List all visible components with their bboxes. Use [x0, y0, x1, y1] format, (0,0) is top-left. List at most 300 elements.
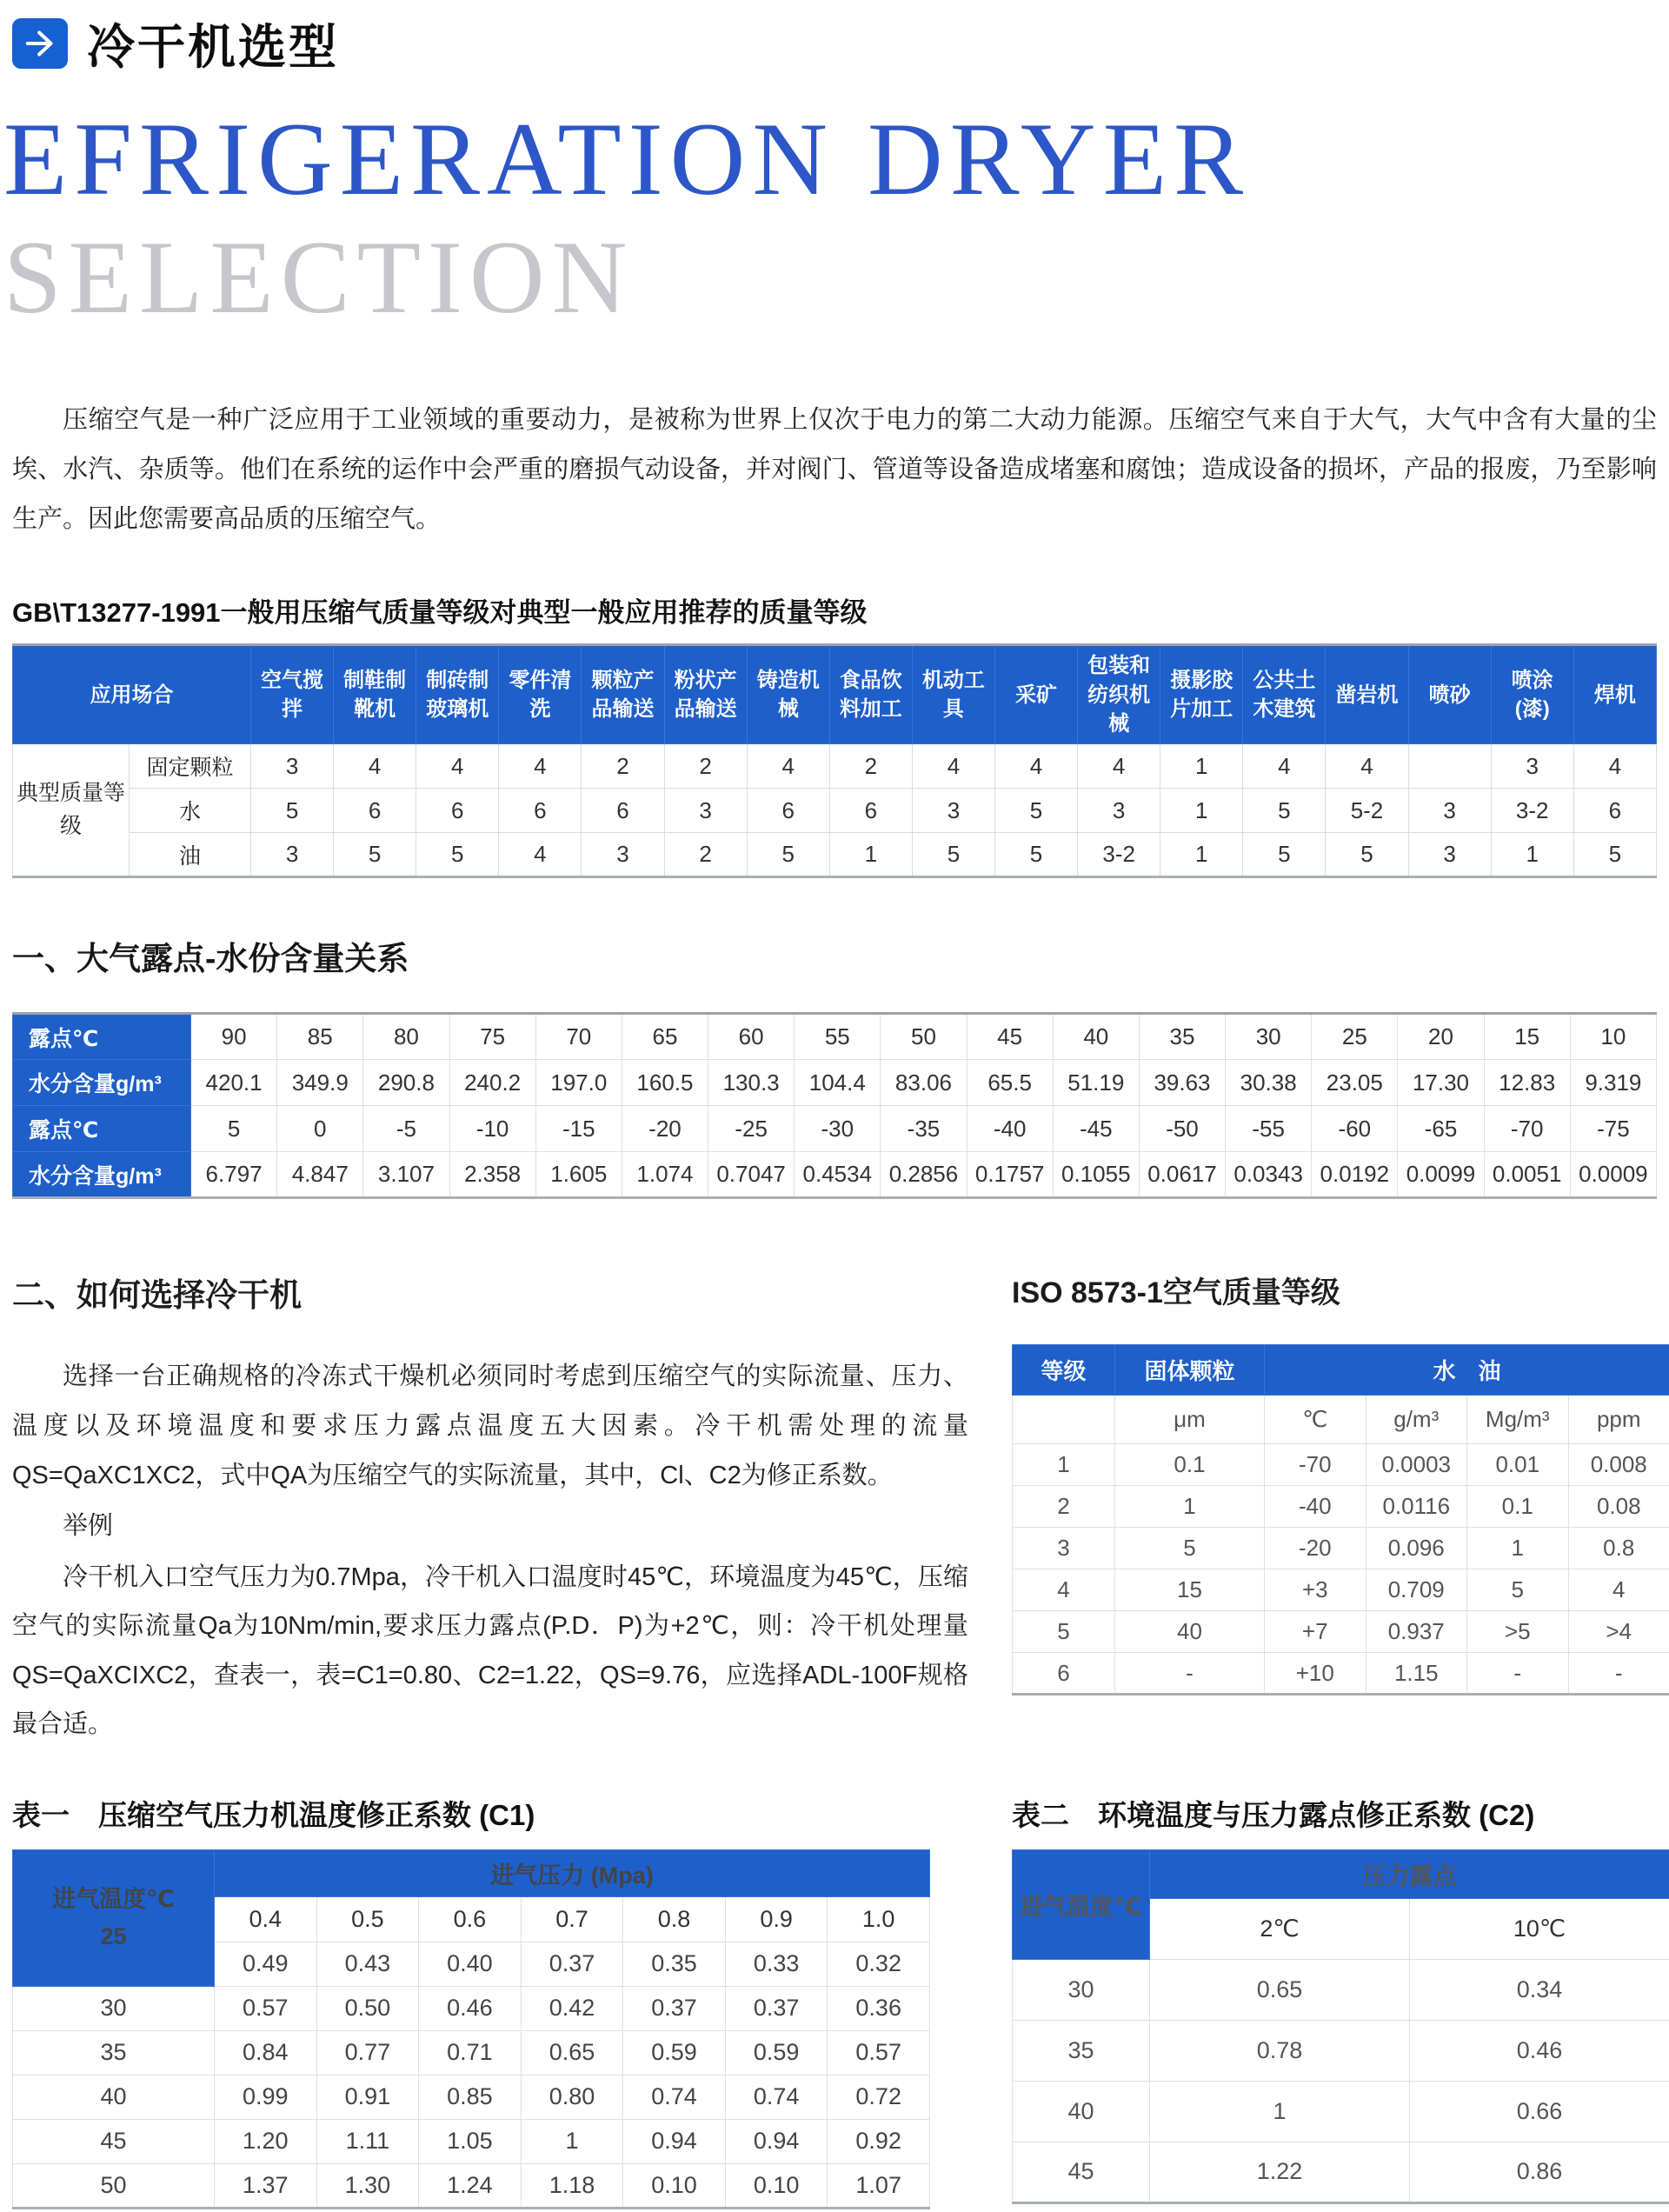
- cell: 160.5: [622, 1060, 708, 1106]
- gb-table-heading: GB\T13277-1991一般用压缩气质量等级对典型一般应用推荐的质量等级: [12, 597, 868, 629]
- cell: 0.77: [316, 2030, 419, 2075]
- cell: 1.18: [521, 2163, 623, 2208]
- cell: 1.15: [1366, 1653, 1467, 1695]
- cell: 0.36: [828, 1986, 930, 2030]
- cell: 4.847: [277, 1152, 363, 1198]
- cell: 0.50: [316, 1986, 419, 2030]
- iso-column: [1012, 1269, 1669, 1696]
- cell: 65: [622, 1014, 708, 1060]
- cell: >5: [1467, 1611, 1569, 1653]
- cell: 0.1: [1467, 1486, 1569, 1528]
- page-title-en: EFRIGERATION DRYER: [3, 101, 1251, 217]
- cell: 0.74: [623, 2075, 726, 2119]
- column-header: 水 油: [1265, 1345, 1669, 1396]
- cell: 0.42: [521, 1986, 623, 2030]
- cell: 1.24: [419, 2163, 522, 2208]
- cell: 2.358: [449, 1152, 535, 1198]
- cell: -15: [535, 1106, 622, 1152]
- cell: 0.4534: [795, 1152, 881, 1198]
- cell: 0.37: [521, 1942, 623, 1986]
- cell: 1: [1013, 1444, 1115, 1486]
- table-row: [13, 2030, 930, 2075]
- cell: 55: [795, 1014, 881, 1060]
- cell: 5: [416, 833, 499, 877]
- row-label: 30: [1013, 1959, 1150, 2020]
- cell: 0.46: [419, 1986, 522, 2030]
- cell: 3-2: [1491, 789, 1573, 833]
- cell: 0.0003: [1366, 1444, 1467, 1486]
- cell: 凿岩机: [1326, 645, 1408, 744]
- cell: 5: [1243, 789, 1326, 833]
- cell: 51.19: [1053, 1060, 1139, 1106]
- cell: [1408, 744, 1491, 789]
- cell: 2: [582, 744, 664, 789]
- cell: 15: [1484, 1014, 1570, 1060]
- c2-correction-table: [1012, 1849, 1669, 2204]
- cell: 0.1: [1115, 1444, 1265, 1486]
- cell: 420.1: [191, 1060, 277, 1106]
- cell: 颗粒产品输送: [582, 645, 664, 744]
- cell: 公共土木建筑: [1243, 645, 1326, 744]
- cell: 1: [1160, 789, 1243, 833]
- cell: 70: [535, 1014, 622, 1060]
- cell: -20: [622, 1106, 708, 1152]
- cell: ℃: [1265, 1396, 1366, 1444]
- cell: 制砖制玻璃机: [416, 645, 499, 744]
- c2-column: [1012, 1793, 1669, 2204]
- cell: 0.6: [419, 1896, 522, 1942]
- cell: 0.32: [828, 1942, 930, 1986]
- cell: 12.83: [1484, 1060, 1570, 1106]
- cell: 0.0617: [1139, 1152, 1225, 1198]
- cell: 3: [1491, 744, 1573, 789]
- cell: 铸造机械: [747, 645, 829, 744]
- cell: ppm: [1568, 1396, 1669, 1444]
- cell: +3: [1265, 1569, 1366, 1611]
- cell: -: [1467, 1653, 1569, 1695]
- cell: g/m³: [1366, 1396, 1467, 1444]
- row-label: 水分含量g/m³: [13, 1152, 191, 1198]
- cell: 5: [1243, 833, 1326, 877]
- cell: 4: [747, 744, 829, 789]
- row-label: 40: [1013, 2081, 1150, 2142]
- cell: 0.08: [1568, 1486, 1669, 1528]
- cell: 10: [1570, 1014, 1656, 1060]
- cell: 3: [1013, 1528, 1115, 1569]
- cell: 45: [967, 1014, 1053, 1060]
- cell: 1.0: [828, 1896, 930, 1942]
- cell: 5: [251, 789, 334, 833]
- row-label: 45: [1013, 2142, 1150, 2202]
- column-header: 固体颗粒: [1115, 1345, 1265, 1396]
- cell: 240.2: [449, 1060, 535, 1106]
- row-label: 固定颗粒: [130, 744, 251, 789]
- cell: 130.3: [708, 1060, 795, 1106]
- table-row: [1013, 1611, 1669, 1653]
- cell: 0.37: [725, 1986, 828, 2030]
- cell: 0.0116: [1366, 1486, 1467, 1528]
- cell: 3: [664, 789, 747, 833]
- cell: 6: [334, 789, 416, 833]
- cell: 90: [191, 1014, 277, 1060]
- span-header: 进气压力 (Mpa): [215, 1849, 930, 1896]
- row-label: 油: [130, 833, 251, 877]
- cell: -60: [1312, 1106, 1398, 1152]
- cell: 197.0: [535, 1060, 622, 1106]
- cell: 0.01: [1467, 1444, 1569, 1486]
- cell: -40: [1265, 1486, 1366, 1528]
- cell: 0.0343: [1226, 1152, 1312, 1198]
- section2-heading: 二、如何选择冷干机: [12, 1277, 302, 1314]
- iso-table-heading: ISO 8573-1空气质量等级: [1012, 1276, 1340, 1310]
- table-row: [1013, 1486, 1669, 1528]
- cell: 0.74: [725, 2075, 828, 2119]
- cell: 0.84: [215, 2030, 317, 2075]
- cell: +10: [1265, 1653, 1366, 1695]
- cell: 0.096: [1366, 1528, 1467, 1569]
- cell: >4: [1568, 1611, 1669, 1653]
- cell: 0.9: [725, 1896, 828, 1942]
- cell: 1.074: [622, 1152, 708, 1198]
- cell: 83.06: [881, 1060, 967, 1106]
- cell: 1.11: [316, 2119, 419, 2163]
- document-header: [12, 0, 1657, 77]
- table-header-row: [13, 1849, 930, 1896]
- cell: 1: [829, 833, 912, 877]
- arrow-right-icon: [12, 18, 68, 69]
- cell: 0.65: [521, 2030, 623, 2075]
- cell: 零件清洗: [499, 645, 582, 744]
- cell: 0.71: [419, 2030, 522, 2075]
- cell: 2: [664, 744, 747, 789]
- cell: 0.937: [1366, 1611, 1467, 1653]
- dew-point-table: [12, 1012, 1657, 1199]
- cell: 空气搅拌: [251, 645, 334, 744]
- gb-quality-grade-table: [12, 643, 1657, 878]
- cell: -50: [1139, 1106, 1225, 1152]
- cell: 0.43: [316, 1942, 419, 1986]
- cell: 23.05: [1312, 1060, 1398, 1106]
- cell: 85: [277, 1014, 363, 1060]
- cell: 1.605: [535, 1152, 622, 1198]
- cell: 0.99: [215, 2075, 317, 2119]
- row-label: 水: [130, 789, 251, 833]
- cell: -75: [1570, 1106, 1656, 1152]
- cell: 0.59: [623, 2030, 726, 2075]
- cell: 0.57: [215, 1986, 317, 2030]
- cell: 4: [1078, 744, 1160, 789]
- cell: 0.1055: [1053, 1152, 1139, 1198]
- cell: 40: [1115, 1611, 1265, 1653]
- cell: 1.07: [828, 2163, 930, 2208]
- cell: 30.38: [1226, 1060, 1312, 1106]
- c1-column: [12, 1793, 968, 2209]
- cell: 3.107: [363, 1152, 449, 1198]
- row-label: 露点℃: [13, 1106, 191, 1152]
- corner-label: 进气温度℃: [52, 1885, 175, 1912]
- cell: 30: [1226, 1014, 1312, 1060]
- cell: +7: [1265, 1611, 1366, 1653]
- cell: 4: [994, 744, 1077, 789]
- table-subheader-row: [1013, 1396, 1669, 1444]
- cell: 6: [1013, 1653, 1115, 1695]
- cell: 0.0009: [1570, 1152, 1656, 1198]
- table-header-row: [13, 645, 1657, 744]
- cell: 0: [277, 1106, 363, 1152]
- cell: 1: [1491, 833, 1573, 877]
- cell: 1.20: [215, 2119, 317, 2163]
- cell: 2: [829, 744, 912, 789]
- cell: 0.80: [521, 2075, 623, 2119]
- cell: 0.94: [623, 2119, 726, 2163]
- cell: 5: [1326, 833, 1408, 877]
- cell: 349.9: [277, 1060, 363, 1106]
- cell: 290.8: [363, 1060, 449, 1106]
- cell: 0.709: [1366, 1569, 1467, 1611]
- cell: 5: [1115, 1528, 1265, 1569]
- table-row: [1013, 2020, 1669, 2081]
- section2-example-paragraph: 冷干机入口空气压力为0.7Mpa，冷干机入口温度时45℃，环境温度为45℃，压缩空气的实际流量Qa为10Nm/min,要求压力露点(P.D．P)为+2℃，则：冷干机处理量QS=QaXCIXC2，查表一，表=C1=0.80、C2=1.22，QS=9.76，应选择ADL-100F规格最合适。: [12, 1562, 968, 1739]
- cell: -: [1115, 1653, 1265, 1695]
- cell: 焊机: [1573, 645, 1656, 744]
- cell: 25: [1312, 1014, 1398, 1060]
- cell: 40: [1053, 1014, 1139, 1060]
- cell: 35: [1139, 1014, 1225, 1060]
- cell: 粉状产品输送: [664, 645, 747, 744]
- intro-paragraph: 压缩空气是一种广泛应用于工业领域的重要动力，是被称为世界上仅次于电力的第二大动力能源。压缩空气来自于大气，大气中含有大量的尘埃、水汽、杂质等。他们在系统的运作中会严重的磨损气动设备，并对阀门、管道等设备造成堵塞和腐蚀；造成设备的损坏，产品的报废，乃至影响生产。因此您需要高品质的压缩空气。: [12, 406, 1657, 533]
- row-label: 35: [13, 2030, 215, 2075]
- cell: 6: [582, 789, 664, 833]
- cell: 3: [582, 833, 664, 877]
- cell: -65: [1398, 1106, 1484, 1152]
- c1-correction-table: [12, 1849, 930, 2209]
- cell: -: [1568, 1653, 1669, 1695]
- column-header: 应用场合: [13, 645, 251, 744]
- cell: 0.33: [725, 1942, 828, 1986]
- table-row: [13, 1152, 1657, 1198]
- cell: 2℃: [1150, 1898, 1410, 1959]
- cell: -25: [708, 1106, 795, 1152]
- table-row: [13, 2163, 930, 2208]
- cell: 5: [994, 833, 1077, 877]
- cell: 1.05: [419, 2119, 522, 2163]
- cell: 0.37: [623, 1986, 726, 2030]
- cell: -40: [967, 1106, 1053, 1152]
- cell: 3: [912, 789, 994, 833]
- cell: 0.0051: [1484, 1152, 1570, 1198]
- cell: 6: [1573, 789, 1656, 833]
- cell: 包装和纺织机械: [1078, 645, 1160, 744]
- cell: [1013, 1396, 1115, 1444]
- cell: 5: [334, 833, 416, 877]
- cell: 5: [912, 833, 994, 877]
- cell: 喷涂(漆): [1491, 645, 1573, 744]
- column-header: 等级: [1013, 1345, 1115, 1396]
- cell: 0.57: [828, 2030, 930, 2075]
- c2-table-heading: 表二 环境温度与压力露点修正系数 (C2): [1012, 1798, 1535, 1831]
- cell: 5: [747, 833, 829, 877]
- cell: 0.46: [1410, 2020, 1669, 2081]
- cell: 0.10: [725, 2163, 828, 2208]
- cell: 0.1757: [967, 1152, 1053, 1198]
- cell: 0.94: [725, 2119, 828, 2163]
- table-row: [1013, 1653, 1669, 1695]
- cell: -35: [881, 1106, 967, 1152]
- page-title-cn: 冷干机选型: [87, 20, 340, 74]
- cell: 1: [1115, 1486, 1265, 1528]
- cell: 喷砂: [1408, 645, 1491, 744]
- cell: 1: [521, 2119, 623, 2163]
- cell: 0.8: [1568, 1528, 1669, 1569]
- row-group-label: 典型质量等级: [13, 744, 130, 877]
- cell: 5: [994, 789, 1077, 833]
- cell: 4: [499, 744, 582, 789]
- cell: 0.49: [215, 1942, 317, 1986]
- table-header-row: [1013, 1849, 1669, 1898]
- cell: 0.8: [623, 1896, 726, 1942]
- span-header: 压力露点: [1150, 1849, 1669, 1898]
- selection-guide-column: [12, 1269, 968, 1749]
- cell: 3: [251, 744, 334, 789]
- cell: 5: [1573, 833, 1656, 877]
- cell: 0.10: [623, 2163, 726, 2208]
- cell: 5: [1013, 1611, 1115, 1653]
- cell: 3: [251, 833, 334, 877]
- cell: 1.37: [215, 2163, 317, 2208]
- cell: 5: [1467, 1569, 1569, 1611]
- section2-paragraph: 选择一台正确规格的冷冻式干燥机必须同时考虑到压缩空气的实际流量、压力、温度以及环境温度和要求压力露点温度五大因素。冷干机需处理的流量QS=QaXC1XC2，式中QA为压缩空气的实际流量，其中，Cl、C2为修正系数。: [12, 1363, 968, 1489]
- table-row: [1013, 1528, 1669, 1569]
- cell: 20: [1398, 1014, 1484, 1060]
- cell: -5: [363, 1106, 449, 1152]
- cell: 4: [1243, 744, 1326, 789]
- cell: 0.5: [316, 1896, 419, 1942]
- cell: 1.30: [316, 2163, 419, 2208]
- cell: 9.319: [1570, 1060, 1656, 1106]
- cell: 0.59: [725, 2030, 828, 2075]
- cell: 0.0099: [1398, 1152, 1484, 1198]
- table-row: [13, 1986, 930, 2030]
- cell: 6: [829, 789, 912, 833]
- cell: 15: [1115, 1569, 1265, 1611]
- cell: 0.7047: [708, 1152, 795, 1198]
- cell: 50: [881, 1014, 967, 1060]
- corner-header: 进气温度℃: [1013, 1849, 1150, 1959]
- cell: 3: [1408, 833, 1491, 877]
- cell: -30: [795, 1106, 881, 1152]
- cell: 制鞋制靴机: [334, 645, 416, 744]
- row-label: 40: [13, 2075, 215, 2119]
- row-label: 45: [13, 2119, 215, 2163]
- cell: 0.91: [316, 2075, 419, 2119]
- cell: 1: [1160, 833, 1243, 877]
- cell: 采矿: [994, 645, 1077, 744]
- cell: 60: [708, 1014, 795, 1060]
- cell: -70: [1265, 1444, 1366, 1486]
- cell: 104.4: [795, 1060, 881, 1106]
- cell: Mg/m³: [1467, 1396, 1569, 1444]
- cell: 1: [1160, 744, 1243, 789]
- cell: 5: [191, 1106, 277, 1152]
- cell: 75: [449, 1014, 535, 1060]
- c1-table-heading: 表一 压缩空气压力机温度修正系数 (C1): [12, 1798, 535, 1831]
- cell: -20: [1265, 1528, 1366, 1569]
- cell: 0.7: [521, 1896, 623, 1942]
- cell: 65.5: [967, 1060, 1053, 1106]
- cell: 4: [1568, 1569, 1669, 1611]
- table-row: [1013, 1444, 1669, 1486]
- cell: 17.30: [1398, 1060, 1484, 1106]
- cell: 80: [363, 1014, 449, 1060]
- cell: 摄影胶片加工: [1160, 645, 1243, 744]
- cell: 0.4: [215, 1896, 317, 1942]
- cell: 10℃: [1410, 1898, 1669, 1959]
- cell: 0.34: [1410, 1959, 1669, 2020]
- cell: 0.0192: [1312, 1152, 1398, 1198]
- cell: 4: [416, 744, 499, 789]
- cell: 4: [1013, 1569, 1115, 1611]
- cell: -70: [1484, 1106, 1570, 1152]
- cell: 39.63: [1139, 1060, 1225, 1106]
- table-row: [13, 2075, 930, 2119]
- corner-header: [13, 1849, 215, 1986]
- cell: 1: [1467, 1528, 1569, 1569]
- cell: 3: [1078, 789, 1160, 833]
- table-row: [13, 1106, 1657, 1152]
- section2-example-label: 举例: [63, 1512, 114, 1541]
- table-row: [13, 2119, 930, 2163]
- table-row: [1013, 1569, 1669, 1611]
- table-row: [13, 744, 1657, 789]
- cell: 6: [747, 789, 829, 833]
- cell: 4: [912, 744, 994, 789]
- cell: 4: [1573, 744, 1656, 789]
- cell: 6: [499, 789, 582, 833]
- table-row: [13, 1060, 1657, 1106]
- cell: 0.2856: [881, 1152, 967, 1198]
- cell: 1: [1150, 2081, 1410, 2142]
- row-label: 35: [1013, 2020, 1150, 2081]
- table-row: [13, 789, 1657, 833]
- row-label: 露点℃: [13, 1014, 191, 1060]
- cell: 4: [334, 744, 416, 789]
- cell: 6: [416, 789, 499, 833]
- cell: 0.72: [828, 2075, 930, 2119]
- table-header-row: [1013, 1345, 1669, 1396]
- cell: 0.65: [1150, 1959, 1410, 2020]
- cell: 0.40: [419, 1942, 522, 1986]
- cell: 2: [1013, 1486, 1115, 1528]
- table-row: [1013, 2142, 1669, 2202]
- row-label: 30: [13, 1986, 215, 2030]
- cell: 食品饮料加工: [829, 645, 912, 744]
- cell: 0.86: [1410, 2142, 1669, 2202]
- cell: 3: [1408, 789, 1491, 833]
- cell: 6.797: [191, 1152, 277, 1198]
- table-row: [1013, 1959, 1669, 2020]
- cell: 0.008: [1568, 1444, 1669, 1486]
- cell: 0.66: [1410, 2081, 1669, 2142]
- table-row: [13, 833, 1657, 877]
- iso-air-quality-table: [1012, 1344, 1669, 1696]
- cell: 3-2: [1078, 833, 1160, 877]
- cell: 0.92: [828, 2119, 930, 2163]
- cell: 5-2: [1326, 789, 1408, 833]
- row-label: 50: [13, 2163, 215, 2208]
- cell: 机动工具: [912, 645, 994, 744]
- cell: -45: [1053, 1106, 1139, 1152]
- section1-heading: 一、大气露点-水份含量关系: [12, 941, 409, 977]
